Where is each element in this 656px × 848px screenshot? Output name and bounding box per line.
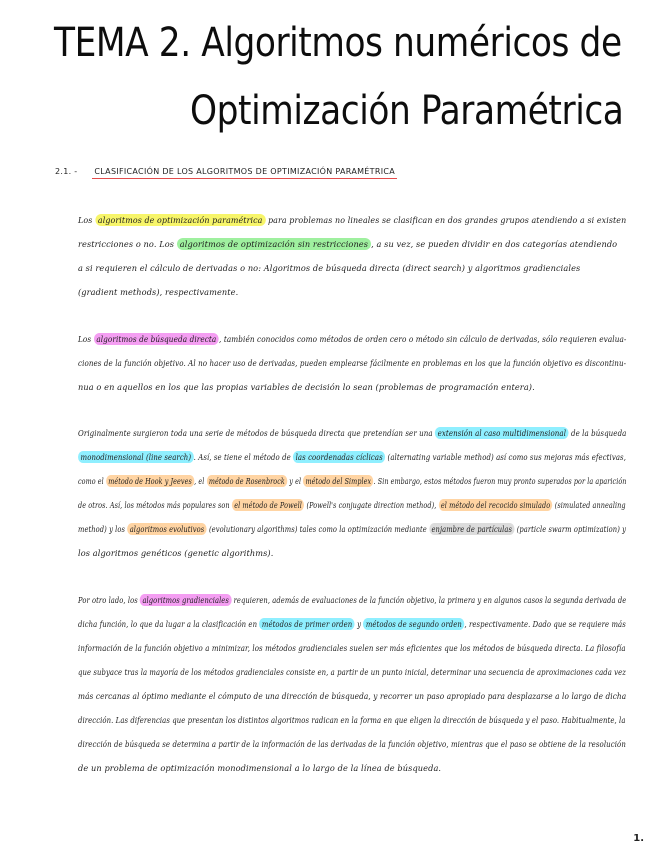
text-line xyxy=(78,708,626,732)
title-line-1: TEMA 2. Algoritmos numéricos de xyxy=(54,20,622,66)
text-run: de un problema de optimización monodimensional a lo largo de la línea de búsqueda. xyxy=(78,763,442,773)
text-line xyxy=(78,517,626,541)
highlighted-term: algoritmos gradienciales xyxy=(140,594,231,606)
text-run: y xyxy=(354,619,364,629)
highlighted-term: algoritmos de optimización paramétrica xyxy=(95,214,265,226)
highlighted-term: enjambre de partículas xyxy=(429,523,514,535)
text-line xyxy=(78,612,626,636)
text-run: , a su vez, se pueden dividir en dos categorías atendiendo xyxy=(371,239,618,249)
highlighted-term: método de Rosenbrock xyxy=(206,475,287,487)
highlighted-term: monodimensional (line search) xyxy=(78,451,194,463)
highlighted-term: extensión al caso multidimensional xyxy=(435,427,569,439)
text-run: method) y los xyxy=(78,524,128,534)
highlighted-term: algoritmos de optimización sin restricciones xyxy=(177,238,371,250)
text-line xyxy=(78,421,627,445)
text-run: más cercanas al óptimo mediante el cómputo de una dirección de búsqueda, y recorrer un paso apropiado para desplazarse a lo largo de dicha xyxy=(78,691,627,701)
text-run: (alternating variable method) así como sus mejoras más efectivas, xyxy=(385,452,626,462)
highlighted-term: métodos de primer orden xyxy=(259,618,354,630)
text-run: (simulated annealing xyxy=(552,500,626,510)
text-line xyxy=(78,375,626,399)
highlighted-term: algoritmos de búsqueda directa xyxy=(94,333,219,345)
text-run: a si requieren el cálculo de derivadas o no: Algoritmos de búsqueda directa (direct search) y algoritmos gradienciales xyxy=(78,263,581,273)
text-line xyxy=(78,660,626,684)
text-run: dirección. Las diferencias que presentan los distintos algoritmos radican en la forma en que eligen la dirección de búsqueda y el paso. Habitualmente, la xyxy=(78,715,626,725)
text-run: (Powell's conjugate direction method), xyxy=(304,500,439,510)
text-run: como el xyxy=(78,476,106,486)
text-run: y el xyxy=(287,476,304,486)
text-run: . Sin embargo, estos métodos fueron muy pronto superados por la aparición xyxy=(373,476,627,486)
page-number: 1. xyxy=(633,833,644,844)
text-run: nua o en aquellos en los que las propias variables de decisión lo sean (problemas de programación entera). xyxy=(78,382,535,392)
text-line xyxy=(78,588,627,612)
text-run: ciones de la función objetivo. Al no hacer uso de derivadas, pueden emplearse fácilmente en problemas en los que la función objetivo es discontinu- xyxy=(78,358,627,368)
text-line xyxy=(78,732,626,756)
section-number: 2.1. - xyxy=(55,167,78,176)
text-run: dirección de búsqueda se determina a partir de la información de las derivadas de la función objetivo, mientras que el paso se obtiene de la resolución xyxy=(78,739,626,749)
text-run: restricciones o no. Los xyxy=(78,239,177,249)
section-heading-row xyxy=(55,167,397,179)
text-run: información de la función objetivo a minimizar, los métodos gradienciales suelen ser más eficientes que los métodos de búsqueda directa. La filosofía xyxy=(78,643,626,653)
highlighted-term: el método del recocido simulado xyxy=(439,499,553,511)
text-line xyxy=(78,351,627,375)
highlighted-term: método del Simplex xyxy=(303,475,373,487)
text-line xyxy=(78,256,626,280)
text-line xyxy=(78,280,626,304)
text-run: que subyace tras la mayoría de los métodos gradienciales consiste en, a partir de un punto inicial, determinar una secuencia de aproximaciones cada vez xyxy=(78,667,626,677)
highlighted-term: método de Hook y Jeeves xyxy=(106,475,194,487)
text-run: . Así, se tiene el método de xyxy=(193,452,294,462)
text-run: , el xyxy=(194,476,207,486)
section-heading: CLASIFICACIÓN DE LOS ALGORITMOS DE OPTIMIZACIÓN PARAMÉTRICA xyxy=(92,167,397,179)
paragraph-direct-search xyxy=(78,327,626,399)
text-line xyxy=(78,541,626,565)
highlighted-term: métodos de segundo orden xyxy=(363,618,464,630)
text-run: (evolutionary algorithms) tales como la optimización mediante xyxy=(206,524,430,534)
text-run: de otros. Así, los métodos más populares son xyxy=(78,500,232,510)
highlighted-term: el método de Powell xyxy=(232,499,305,511)
text-run: , respectivamente. Dado que se requiere más xyxy=(464,619,626,629)
text-line xyxy=(78,445,626,469)
highlighted-term: las coordenadas cíclicas xyxy=(293,451,385,463)
text-run: (particle swarm optimization) y xyxy=(514,524,626,534)
paragraph-classification xyxy=(78,208,626,304)
paragraph-direct-search-methods xyxy=(78,421,626,565)
text-run: Originalmente surgieron toda una serie de métodos de búsqueda directa que pretendían ser una xyxy=(78,428,436,438)
text-line xyxy=(78,684,627,708)
paragraph-gradient-methods xyxy=(78,588,626,780)
highlighted-term: algoritmos evolutivos xyxy=(127,523,206,535)
text-run: , también conocidos como métodos de orden cero o método sin cálculo de derivadas, sólo requieren evalua- xyxy=(219,334,627,344)
text-run: requieren, además de evaluaciones de la función objetivo, la primera y en algunos casos la segunda derivada de xyxy=(231,595,627,605)
text-run: Por otro lado, los xyxy=(78,595,140,605)
title-line-2: Optimización Paramétrica xyxy=(190,88,624,134)
text-line xyxy=(78,636,626,660)
text-run: dicha función, lo que da lugar a la clasificación en xyxy=(78,619,260,629)
text-run: para problemas no lineales se clasifican en dos grandes grupos atendiendo a si existen xyxy=(265,215,627,225)
text-line xyxy=(78,327,627,351)
text-line xyxy=(78,469,627,493)
text-run: Los xyxy=(78,215,96,225)
text-run: (gradient methods), respectivamente. xyxy=(78,287,239,297)
text-line xyxy=(78,208,627,232)
text-run: Los xyxy=(78,334,94,344)
text-line xyxy=(78,756,626,780)
text-line xyxy=(78,232,626,256)
text-line xyxy=(78,493,626,517)
text-run: de la búsqueda xyxy=(568,428,627,438)
text-run: los algoritmos genéticos (genetic algorithms). xyxy=(78,548,274,558)
